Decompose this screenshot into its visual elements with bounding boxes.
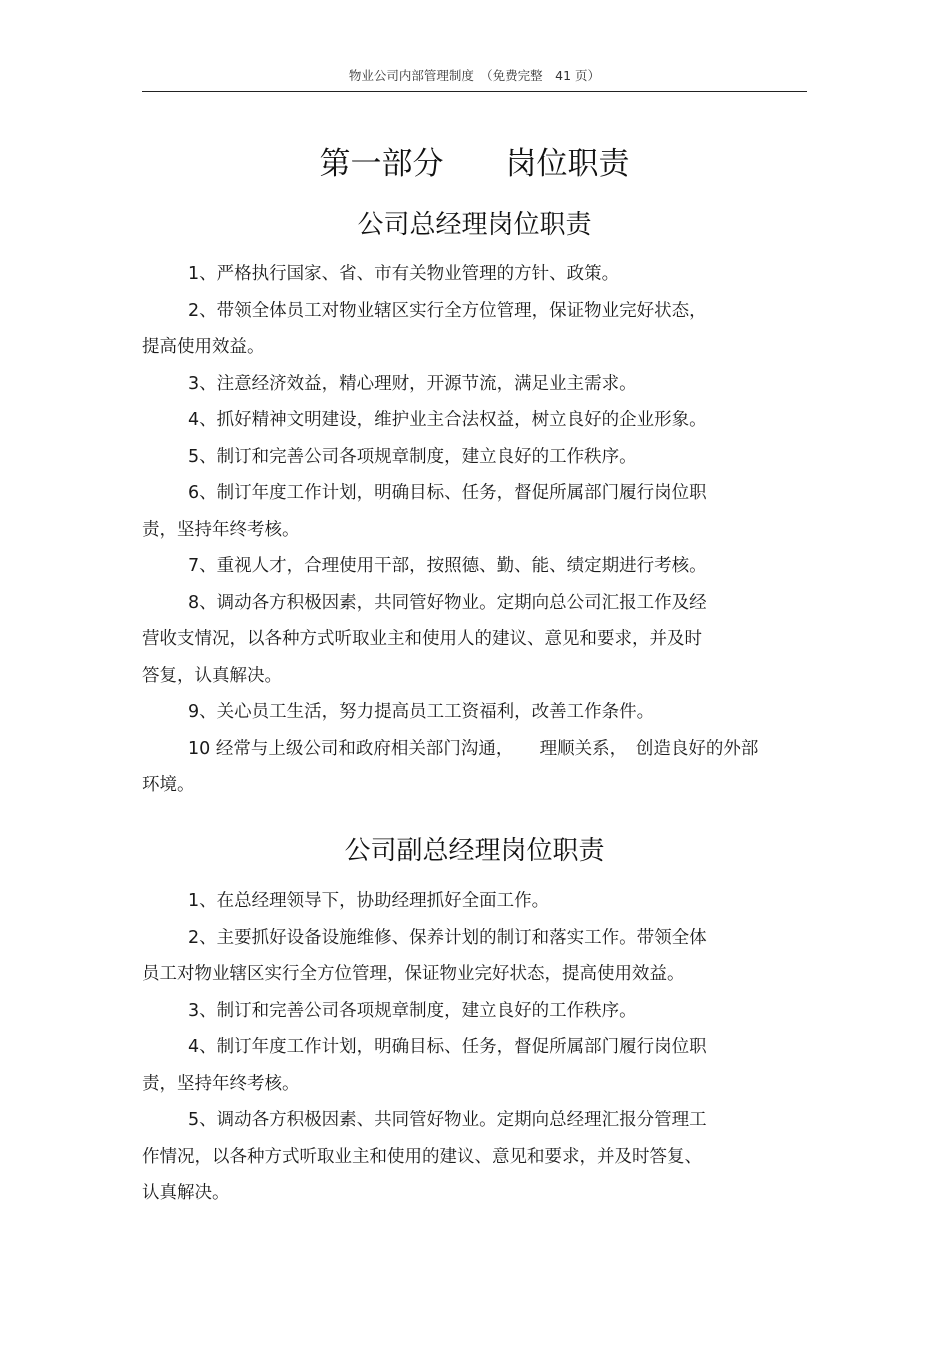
list-item: 3、制订和完善公司各项规章制度，建立良好的工作秩序。: [188, 1000, 637, 1021]
list-item: 5、调动各方积极因素、共同管好物业。定期向总经理汇报分管理工 作情况，以各种方式听取业主和使用的建议、意见和要求，并及时答复、 认真解决。: [142, 1110, 707, 1203]
list-item: 1、在总经理领导下，协助经理抓好全面工作。: [188, 891, 550, 911]
section-title-deputy-general-manager: 公司副总经理岗位职责: [344, 836, 605, 866]
list-item: 6、制订年度工作计划，明确目标、任务，督促所属部门履行岗位职 责，坚持年终考核。: [142, 483, 707, 540]
list-item: 2、带领全体员工对物业辖区实行全方位管理，保证物业完好状态， 提高使用效益。: [142, 300, 707, 357]
deputy-general-manager-duties-list: [142, 883, 807, 1212]
list-item: 8、调动各方积极因素，共同管好物业。定期向总公司汇报工作及经 营收支情况，以各种方式听取业主和使用人的建议、意见和要求，并及时 答复，认真解决。: [142, 592, 707, 686]
list-item: 7、重视人才，合理使用干部，按照德、勤、能、绩定期进行考核。: [188, 556, 707, 576]
list-item: 9、关心员工生活，努力提高员工工资福利，改善工作条件。: [188, 702, 655, 722]
list-item: 10 经常与上级公司和政府相关部门沟通， 理顺关系， 创造良好的外部 环境。: [142, 738, 759, 795]
list-item: 1、严格执行国家、省、市有关物业管理的方针、政策。: [188, 264, 620, 284]
part-title: 第一部分 岗位职责: [319, 146, 630, 182]
list-item: 4、抓好精神文明建设，维护业主合法权益，树立良好的企业形象。: [188, 410, 707, 430]
list-item: 3、注意经济效益，精心理财，开源节流，满足业主需求。: [188, 373, 637, 394]
section-title-general-manager: 公司总经理岗位职责: [357, 210, 592, 240]
running-header: 物业公司内部管理制度 （免费完整 41 页）: [348, 68, 601, 83]
header-rule: [142, 91, 807, 92]
list-item: 2、主要抓好设备设施维修、保养计划的制订和落实工作。带领全体 员工对物业辖区实行全方位管理，保证物业完好状态，提高使用效益。: [142, 927, 707, 984]
list-item: 5、制订和完善公司各项规章制度，建立良好的工作秩序。: [188, 446, 637, 467]
general-manager-duties-list: [142, 256, 807, 804]
list-item: 4、制订年度工作计划，明确目标、任务，督促所属部门履行岗位职 责，坚持年终考核。: [142, 1037, 707, 1094]
